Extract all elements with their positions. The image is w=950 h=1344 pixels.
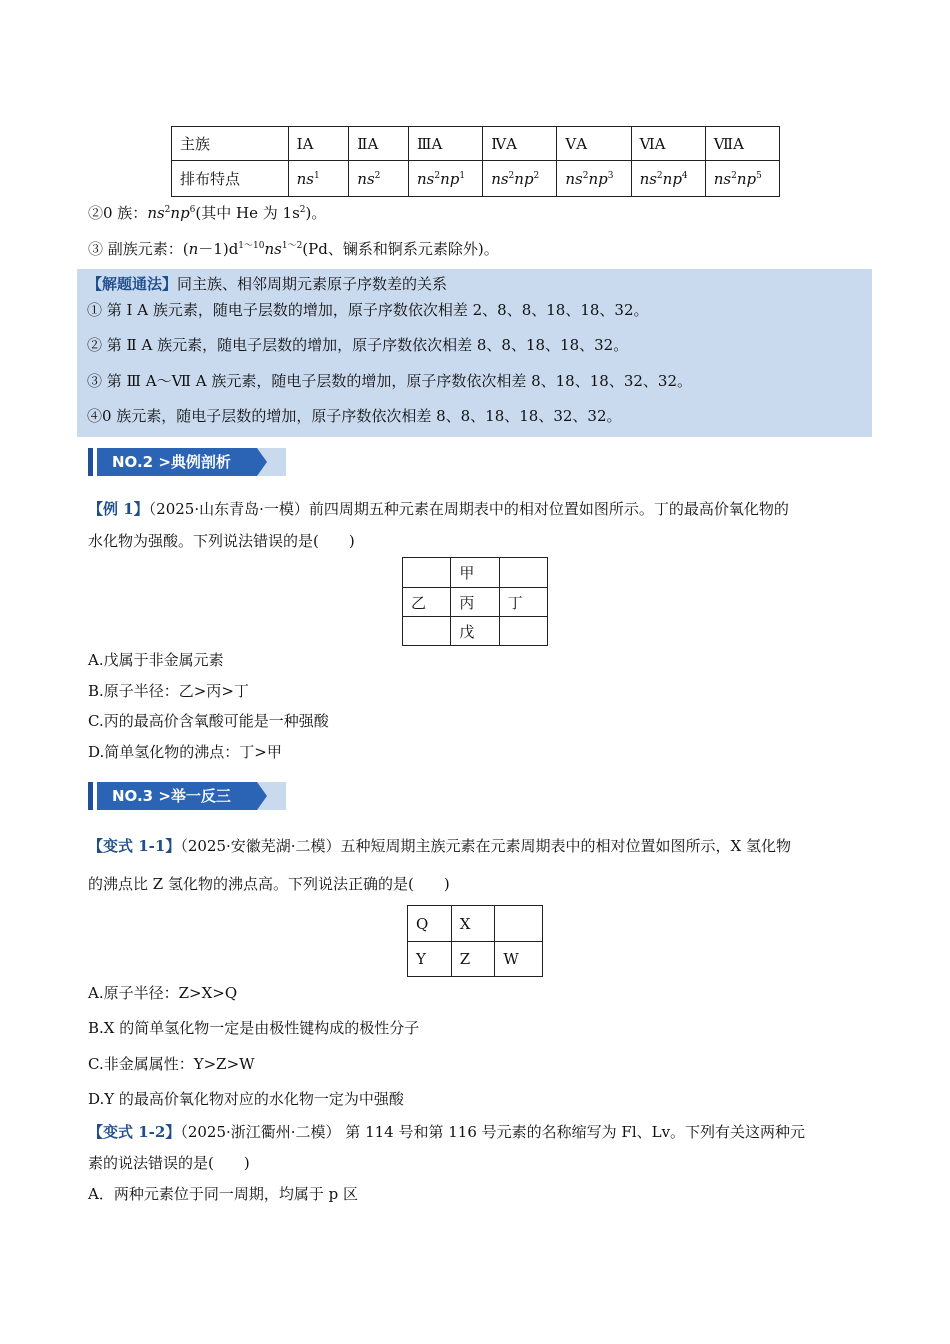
grid-cell: Z: [451, 942, 495, 977]
tip-line: ② 第 Ⅱ A 族元素，随电子层数的增加，原子序数依次相差 8、8、18、18、32。: [87, 336, 629, 354]
option-d: D.简单氢化物的沸点：丁>甲: [88, 743, 282, 761]
grid-cell: [499, 617, 547, 646]
variant11-line2: 的沸点比 Z 氢化物的沸点高。下列说法正确的是( ): [88, 875, 450, 893]
table-header-cell: ⅡA: [349, 127, 409, 161]
config-cell-2a: $ns^2$: [349, 161, 409, 197]
table-row: [408, 942, 543, 977]
option-d: D.Y 的最高价氧化物对应的水化物一定为中强酸: [88, 1090, 404, 1108]
tip-line: ③ 第 Ⅲ A～Ⅶ A 族元素，随电子层数的增加，原子序数依次相差 8、18、18、32、32。: [87, 372, 692, 390]
table-header-row: [172, 127, 780, 161]
zero-group-prefix: ②0 族：: [88, 204, 148, 222]
section-banner-practice: [88, 782, 286, 810]
variant12-tag: 【变式 1-2】: [88, 1123, 181, 1141]
table-row: [403, 617, 548, 646]
tip-line: ① 第 Ⅰ A 族元素，随电子层数的增加，原子序数依次相差 2、8、8、18、18、32。: [87, 301, 649, 319]
configuration-table: [171, 126, 780, 197]
table-header-cell: ⅤA: [557, 127, 631, 161]
grid-cell: Y: [408, 942, 452, 977]
grid-cell: Q: [408, 906, 452, 942]
option-a: A．两种元素位于同一周期，均属于 p 区: [88, 1185, 358, 1203]
tip-title-line: [87, 273, 447, 294]
option-b: B.原子半径：乙>丙>丁: [88, 682, 249, 700]
example1-line2: 水化物为强酸。下列说法错误的是( ): [88, 532, 355, 550]
sub-group-mid: －1)d: [198, 240, 239, 258]
tip-title-rest: 同主族、相邻周期元素原子序数差的关系: [177, 275, 448, 293]
variant11-tag: 【变式 1-1】: [88, 837, 181, 855]
table-header-cell: 主族: [172, 127, 289, 161]
table-header-cell: ⅣA: [483, 127, 557, 161]
banner-label: NO.3 >举一反三: [112, 787, 231, 805]
variant11-grid: [407, 905, 543, 977]
tip-line: ④0 族元素，随电子层数的增加，原子序数依次相差 8、8、18、18、32、32。: [87, 407, 622, 425]
table-header-cell: ⅢA: [409, 127, 483, 161]
example1-tag: 【例 1】: [88, 500, 149, 518]
table-header-cell: ⅥA: [631, 127, 705, 161]
config-cell-3a: $ns^2np^1$: [409, 161, 483, 197]
variant12-line1: （2025·浙江衢州·二模） 第 114 号和第 116 号元素的名称缩写为 Fl、Lv。下列有关这两种元: [180, 1123, 806, 1141]
tip-title: 【解题通法】: [87, 275, 178, 293]
config-cell-1a: $ns^1$: [288, 161, 349, 197]
table-row-label: 排布特点: [172, 161, 289, 197]
variant11-line1: （2025·安徽芜湖·二模）五种短周期主族元素在元素周期表中的相对位置如图所示，X 氢化物: [180, 837, 791, 855]
grid-cell: 戊: [451, 617, 499, 646]
option-a: A.戊属于非金属元素: [88, 651, 224, 669]
section-banner-example: [88, 448, 286, 476]
banner-label: NO.2 >典例剖析: [112, 453, 231, 471]
grid-cell: [403, 617, 451, 646]
option-c: C.丙的最高价含氧酸可能是一种强酸: [88, 712, 329, 730]
option-c: C.非金属属性：Y>Z>W: [88, 1055, 255, 1073]
grid-cell: [403, 558, 451, 588]
example1-grid: [402, 557, 548, 646]
grid-cell: [499, 558, 547, 588]
config-cell-4a: $ns^2np^2$: [483, 161, 557, 197]
variant11-question: [88, 835, 791, 856]
zero-group-note: ②0 族：$ns^2np^6$(其中 He 为 $1s^2$)。: [88, 204, 327, 222]
variant12-question: [88, 1121, 805, 1142]
table-row: [403, 558, 548, 588]
config-cell-6a: $ns^2np^4$: [631, 161, 705, 197]
sub-group-tail: (Pd、镧系和锕系元素除外)。: [302, 240, 499, 258]
option-b: B.X 的简单氢化物一定是由极性键构成的极性分子: [88, 1019, 420, 1037]
option-a: A.原子半径：Z>X>Q: [88, 984, 238, 1002]
grid-cell: X: [451, 906, 495, 942]
table-row: [408, 906, 543, 942]
grid-cell: 乙: [403, 588, 451, 617]
table-row: [172, 161, 780, 197]
example1-line1: （2025·山东青岛·一模）前四周期五种元素在周期表中的相对位置如图所示。丁的最高价氧化物的: [148, 500, 789, 518]
table-row: [403, 588, 548, 617]
zero-group-suffix: (其中 He 为 1s: [195, 204, 300, 222]
config-cell-5a: $ns^2np^3$: [557, 161, 631, 197]
grid-cell: [495, 906, 543, 942]
variant12-line2: 素的说法错误的是( ): [88, 1154, 250, 1172]
grid-cell: W: [495, 942, 543, 977]
tip-box: [77, 269, 872, 437]
grid-cell: 丙: [451, 588, 499, 617]
config-cell-7a: $ns^2np^5$: [705, 161, 779, 197]
sub-group-prefix: ③ 副族元素：(: [88, 240, 189, 258]
grid-cell: 丁: [499, 588, 547, 617]
zero-group-end: )。: [305, 204, 327, 222]
example1-question: [88, 498, 789, 519]
table-header-cell: ⅠA: [288, 127, 349, 161]
sub-group-note: ③ 副族元素：$(n-1)d^{1\sim 10}ns^{1\sim 2}(Pd$、镧系和锕系元素除外)。: [88, 240, 499, 258]
table-header-cell: ⅦA: [705, 127, 779, 161]
grid-cell: 甲: [451, 558, 499, 588]
